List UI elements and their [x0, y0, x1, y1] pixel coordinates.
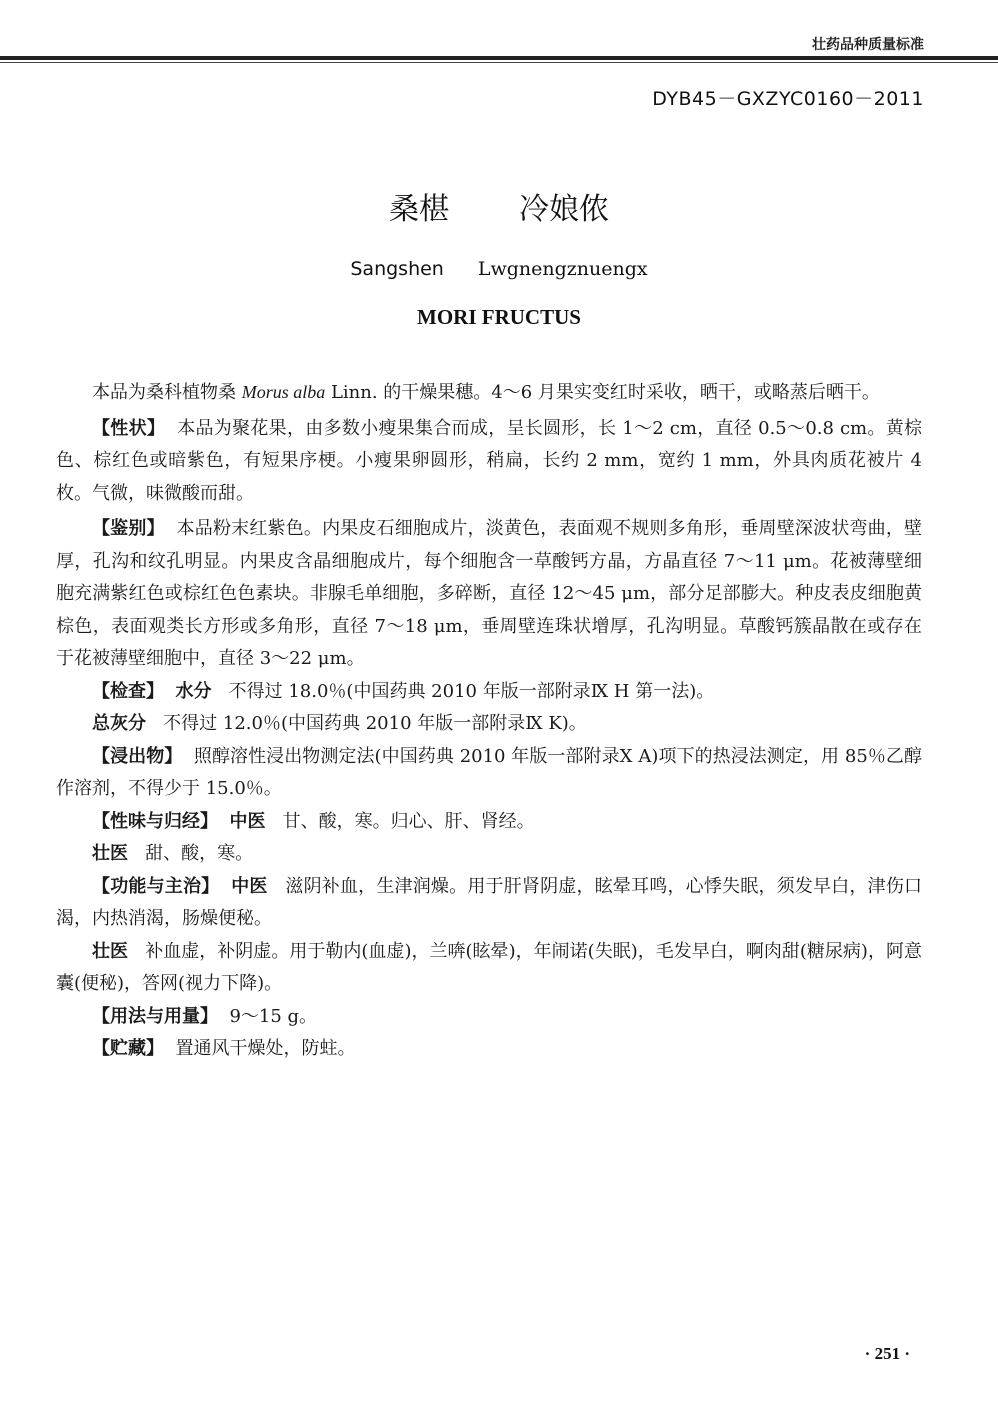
inspection-ash-paragraph — [56, 708, 922, 741]
nature-zhuang-label: 壮医 — [92, 843, 128, 864]
nature-tcm-paragraph — [56, 806, 922, 839]
functions-zhuang-label: 壮医 — [92, 940, 129, 962]
page-number: · 251 · — [864, 1344, 910, 1363]
nature-label: 【性味与归经】 — [92, 810, 218, 832]
water-text: 不得过 18.0％(中国药典 2010 年版一部附录Ⅸ H 第一法)。 — [228, 680, 715, 702]
water-label: 水分 — [175, 680, 212, 702]
intro-text-a: 本品为桑科植物桑 — [92, 382, 242, 403]
pinyin-names — [0, 258, 998, 280]
ash-label: 总灰分 — [92, 713, 146, 734]
header-label: 壮药品种质量标准 — [812, 37, 924, 53]
ash-text: 不得过 12.0％(中国药典 2010 年版一部附录Ⅸ K)。 — [163, 713, 587, 734]
functions-tcm-paragraph — [56, 871, 922, 936]
header-rule-thick — [0, 56, 998, 60]
functions-tcm-text: 滋阴补血，生津润燥。用于肝肾阴虚，眩晕耳鸣，心悸失眠，须发早白，津伤口渴，内热消渴，肠燥便秘。 — [56, 875, 923, 929]
storage-text: 置通风干燥处，防蛀。 — [175, 1038, 356, 1059]
title-chinese-name: 桑椹 — [389, 192, 449, 227]
functions-zhuang-paragraph — [56, 936, 922, 1001]
latin-name: MORI FRUCTUS — [417, 305, 581, 329]
characters-label: 【性状】 — [92, 417, 166, 439]
characters-paragraph — [56, 413, 922, 511]
characters-text: 本品为聚花果，由多数小瘦果集合而成，呈长圆形，长 1～2 cm，直径 0.5～0.8 cm。黄棕色、棕红色或暗紫色，有短果序梗。小瘦果卵圆形，稍扁，长约 2 mm，宽约 1 mm，外具肉质花被片 4 枚。气微，味微酸而甜。 — [56, 417, 922, 504]
nature-zhuang-paragraph — [56, 838, 922, 871]
storage-label: 【贮藏】 — [92, 1038, 164, 1059]
identification-label: 【鉴别】 — [92, 518, 165, 539]
functions-zhuang-text: 补血虚，补阴虚。用于勒内(血虚)，兰喯(眩晕)，年闹诺(失眠)，毛发早白，啊肉甜(糖尿病)，阿意囊(便秘)，答网(视力下降)。 — [56, 940, 922, 994]
intro-text-b: Linn. 的干燥果穗。4～6 月果实变红时采收，晒干，或略蒸后晒干。 — [325, 382, 880, 403]
pinyin-chinese: Sangshen — [350, 258, 444, 280]
title-zhuang-name: 冷娘侬 — [519, 192, 609, 227]
functions-label: 【功能与主治】 — [92, 875, 220, 897]
dosage-paragraph — [56, 1001, 922, 1034]
identification-text: 本品粉末红紫色。内果皮石细胞成片，淡黄色，表面观不规则多角形，垂周壁深波状弯曲，壁厚，孔沟和纹孔明显。内果皮含晶细胞成片，每个细胞含一草酸钙方晶，方晶直径 7～11 μm。花被薄壁细胞充满紫红色或棕红色色素块。非腺毛单细胞，多碎断，直径 12～45 μm，部分足部膨大。种皮表皮细胞黄棕色，表面观类长方形或多角形，直径 7～18 μm，垂周壁连珠状增厚，孔沟明显。草酸钙簇晶散在或存在于花被薄壁细胞中，直径 3～22 μm。 — [56, 518, 923, 669]
standard-code: DYB45－GXZYC0160－2011 — [652, 88, 924, 110]
intro-paragraph — [56, 376, 922, 410]
header-rule-thin — [0, 62, 998, 63]
extract-text: 照醇溶性浸出物测定法(中国药典 2010 年版一部附录Ⅹ A)项下的热浸法测定，用 85％乙醇作溶剂，不得少于 15.0％。 — [56, 745, 922, 799]
inspection-water-paragraph — [56, 676, 922, 709]
nature-tcm-label: 中医 — [229, 810, 266, 832]
nature-tcm-text: 甘、酸，寒。归心、肝、肾经。 — [282, 810, 535, 832]
inspection-label: 【检查】 — [92, 680, 164, 702]
functions-tcm-label: 中医 — [231, 875, 268, 897]
storage-paragraph — [56, 1033, 922, 1066]
nature-zhuang-text: 甜、酸，寒。 — [145, 843, 254, 864]
pinyin-zhuang: Lwgnengznuengx — [477, 258, 648, 280]
extract-label: 【浸出物】 — [92, 745, 183, 767]
extract-paragraph — [56, 741, 922, 806]
dosage-label: 【用法与用量】 — [92, 1005, 218, 1027]
species-name: Morus alba — [241, 382, 326, 402]
monograph-body — [56, 376, 922, 1066]
page-title — [0, 184, 998, 228]
identification-paragraph — [56, 513, 922, 676]
dosage-text: 9～15 g。 — [229, 1005, 318, 1027]
